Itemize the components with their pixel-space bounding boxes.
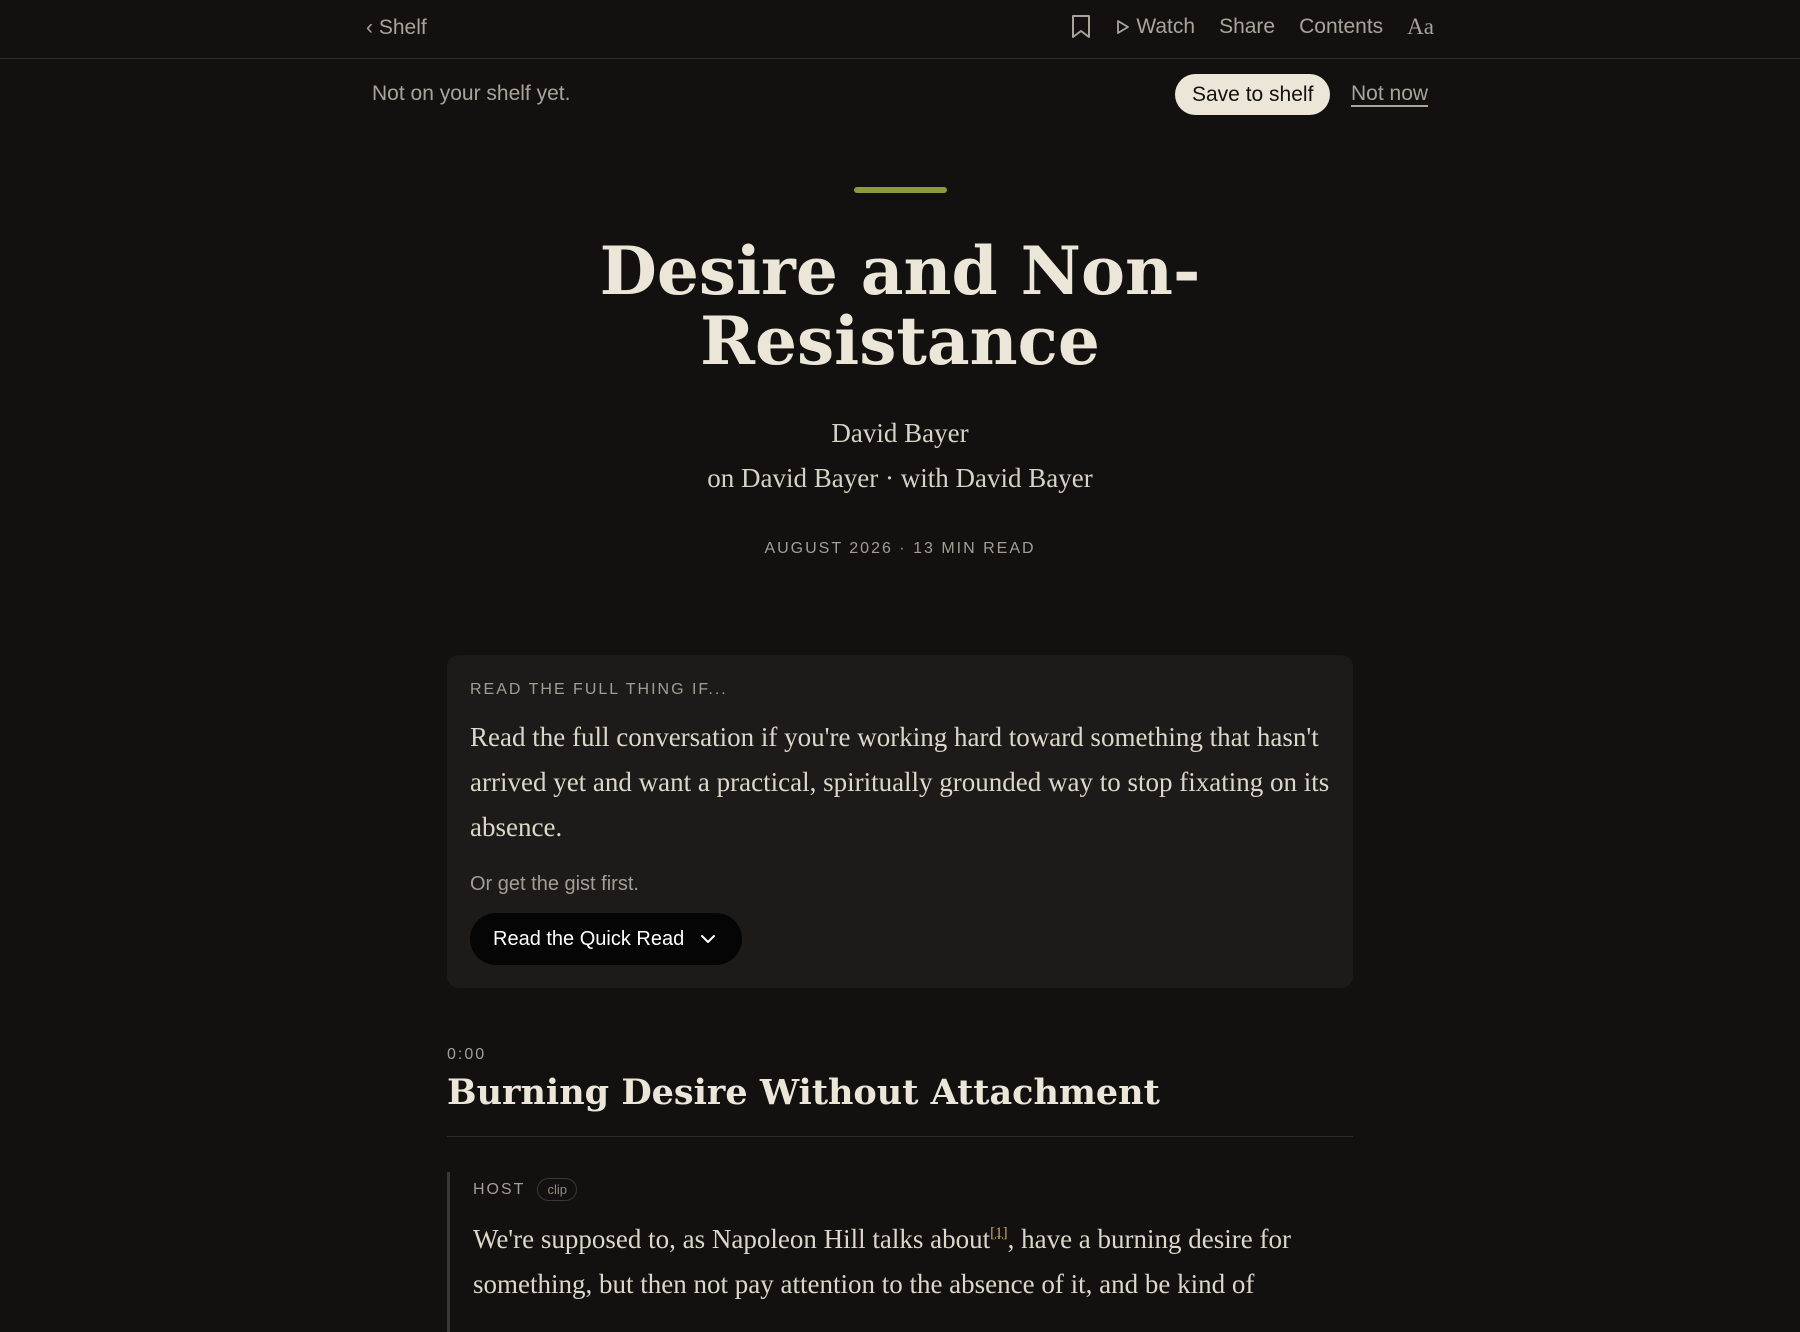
clip-badge[interactable]: clip (537, 1178, 577, 1201)
shelf-prompt-message: Not on your shelf yet. (372, 82, 571, 105)
watch-button[interactable] (1116, 15, 1195, 39)
section-divider (447, 1136, 1353, 1137)
article-byline: on David Bayer · with David Bayer (707, 463, 1093, 493)
bookmark-icon[interactable] (1070, 14, 1092, 40)
speaker-row (473, 1178, 1353, 1201)
top-bar (0, 0, 1800, 59)
quick-read-label: Read the Quick Read (493, 927, 685, 950)
save-to-shelf-button[interactable]: Save to shelf (1175, 74, 1330, 115)
quote-text-after: , have a burning desire for something, but then not pay attention to the absence of it, and be kind of (473, 1224, 1291, 1299)
section-heading: Burning Desire Without Attachment (447, 1072, 1160, 1113)
quote-text (473, 1211, 1363, 1307)
quick-read-button[interactable] (470, 913, 742, 965)
font-settings-button[interactable]: Aa (1407, 14, 1434, 39)
card-pitch: Read the full conversation if you're working hard toward something that hasn't arrived yet and want a practical, spiritually grounded way to stop fixating on its absence. (470, 722, 1330, 842)
watch-label: Watch (1136, 15, 1196, 38)
back-to-shelf-link[interactable]: ‹ Shelf (366, 16, 427, 39)
not-now-link[interactable]: Not now (1351, 82, 1429, 105)
contents-button[interactable]: Contents (1299, 15, 1384, 38)
transcript-quote (447, 1172, 1353, 1332)
transcript-section (447, 1046, 1353, 1113)
shelf-prompt-bar (0, 72, 1800, 116)
top-actions (1070, 14, 1434, 40)
read-full-card (447, 655, 1353, 988)
gist-prompt: Or get the gist first. (470, 873, 639, 895)
card-kicker: READ THE FULL THING IF... (470, 681, 728, 698)
article-author: David Bayer (831, 418, 969, 448)
footnote-link[interactable]: [1] (990, 1225, 1008, 1241)
section-timestamp[interactable]: 0:00 (447, 1046, 487, 1063)
play-icon (1116, 19, 1130, 35)
share-button[interactable]: Share (1219, 15, 1276, 38)
speaker-label: HOST (473, 1180, 526, 1198)
quote-text-before: We're supposed to, as Napoleon Hill talks about (473, 1224, 991, 1254)
title-accent-bar (854, 187, 947, 193)
chevron-down-icon (700, 934, 716, 944)
article-title: Desire and Non-Resistance (599, 232, 1201, 380)
article-meta: AUGUST 2026 · 13 MIN READ (764, 540, 1036, 557)
